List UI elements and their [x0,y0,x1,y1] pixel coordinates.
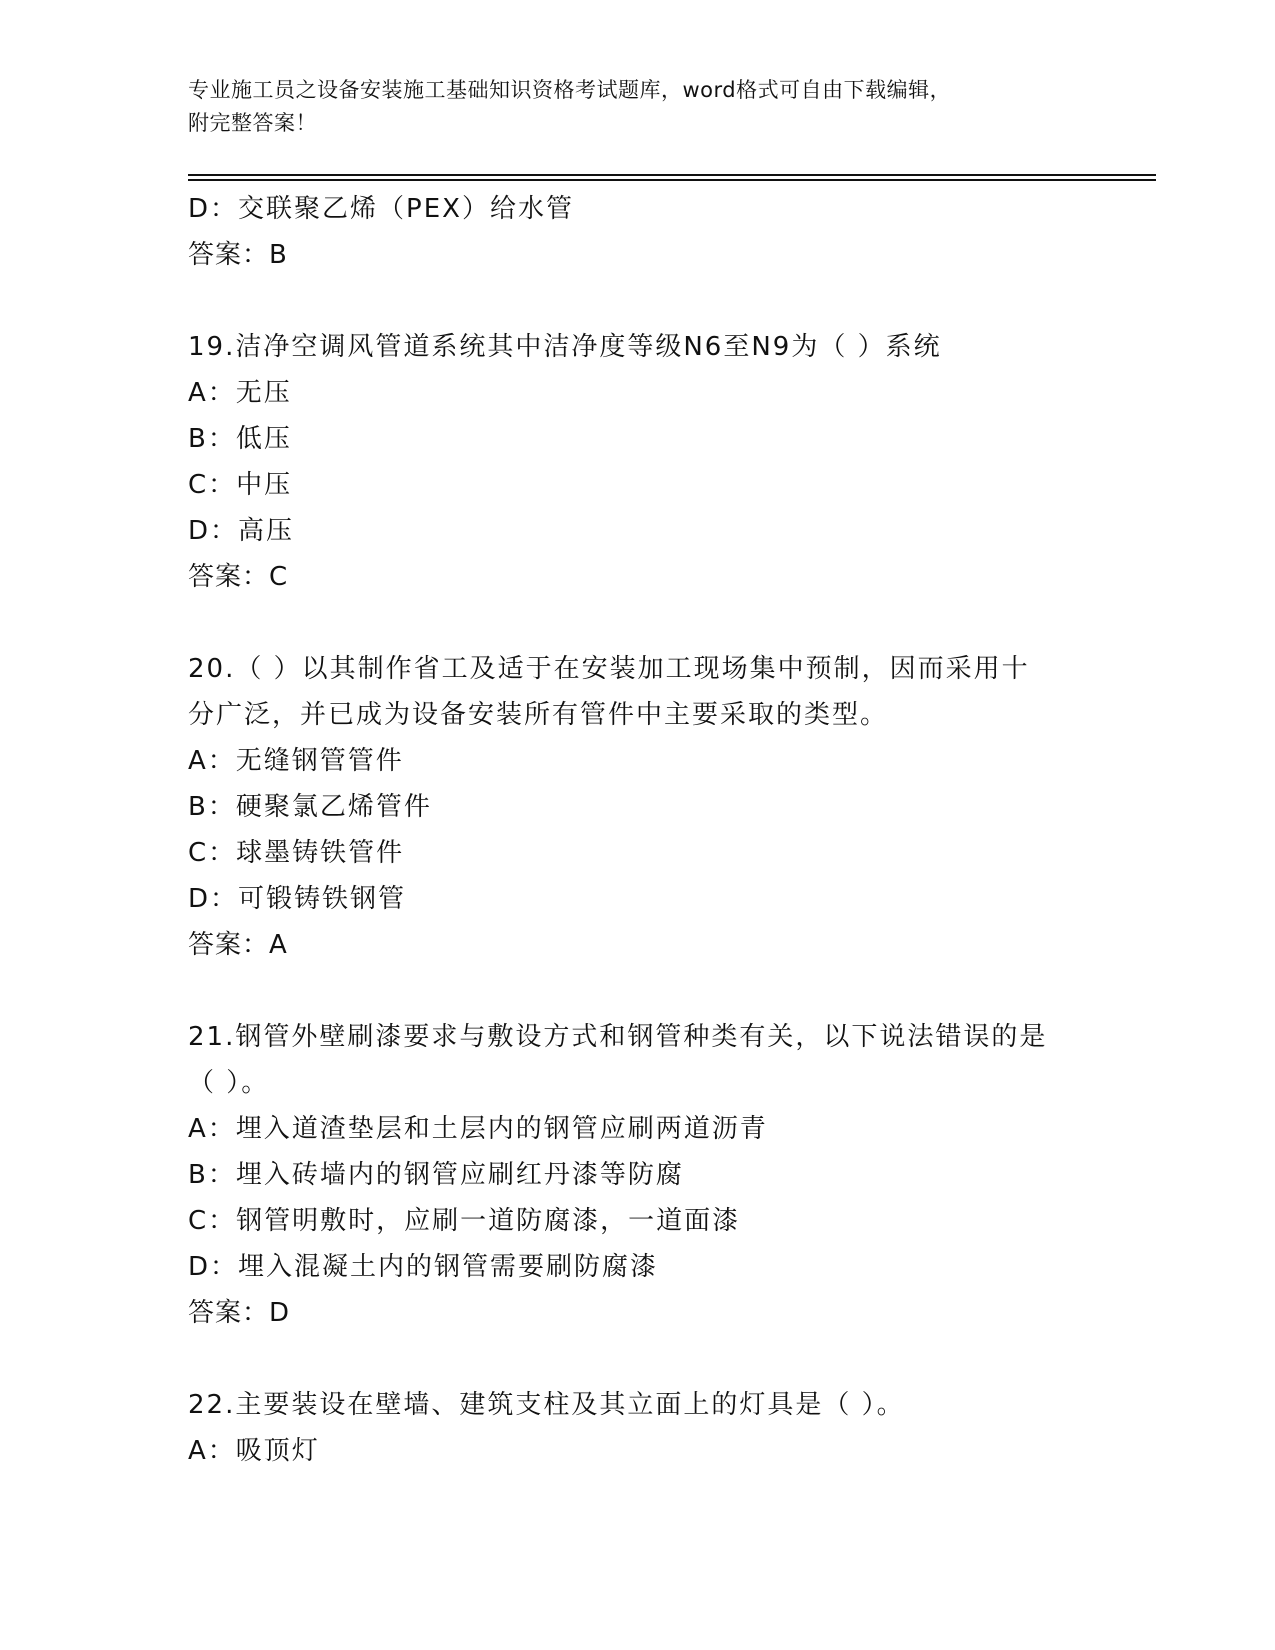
header-line-2: 附完整答案！ [188,111,317,135]
header-divider-bottom [188,179,1156,181]
option-c: C：球墨铸铁管件 [188,838,405,868]
option-d: D：可锻铸铁钢管 [188,884,407,914]
option-a: A：吸顶灯 [188,1436,320,1466]
header-divider-top [188,174,1156,176]
question-stem: 20.（ ）以其制作省工及适于在安装加工现场集中预制，因而采用十 [188,654,1030,684]
answer: 答案：C [188,562,289,592]
option-b: B：硬聚氯乙烯管件 [188,792,432,822]
option-a: A：无缝钢管管件 [188,746,404,776]
option-c: C：中压 [188,470,293,500]
spacer [188,600,1088,646]
answer: 答案：D [188,1298,291,1328]
spacer [188,1336,1088,1382]
question-stem: 22.主要装设在壁墙、建筑支柱及其立面上的灯具是（ ）。 [188,1390,905,1420]
answer: 答案：A [188,930,288,960]
option-b: B：埋入砖墙内的钢管应刷红丹漆等防腐 [188,1160,684,1190]
option-c: C：钢管明敷时，应刷一道防腐漆，一道面漆 [188,1206,741,1236]
option-d: D：埋入混凝土内的钢管需要刷防腐漆 [188,1252,659,1282]
question-stem-continued: 分广泛，并已成为设备安装所有管件中主要采取的类型。 [188,700,889,730]
question-stem: 19.洁净空调风管道系统其中洁净度等级N6至N9为（ ）系统 [188,332,942,362]
document-header [188,74,1088,140]
option-d: D：高压 [188,516,295,546]
answer: 答案：B [188,240,288,270]
header-line-1: 专业施工员之设备安装施工基础知识资格考试题库，word格式可自由下载编辑， [188,78,952,102]
option-d: D：交联聚乙烯（PEX）给水管 [188,194,574,224]
option-a: A：无压 [188,378,292,408]
spacer [188,278,1088,324]
question-stem: 21.钢管外壁刷漆要求与敷设方式和钢管种类有关，以下说法错误的是 [188,1022,1048,1052]
spacer [188,968,1088,1014]
option-a: A：埋入道渣垫层和土层内的钢管应刷两道沥青 [188,1114,768,1144]
question-content [188,186,1088,1474]
question-stem-continued: （ ）。 [188,1068,270,1098]
option-b: B：低压 [188,424,292,454]
